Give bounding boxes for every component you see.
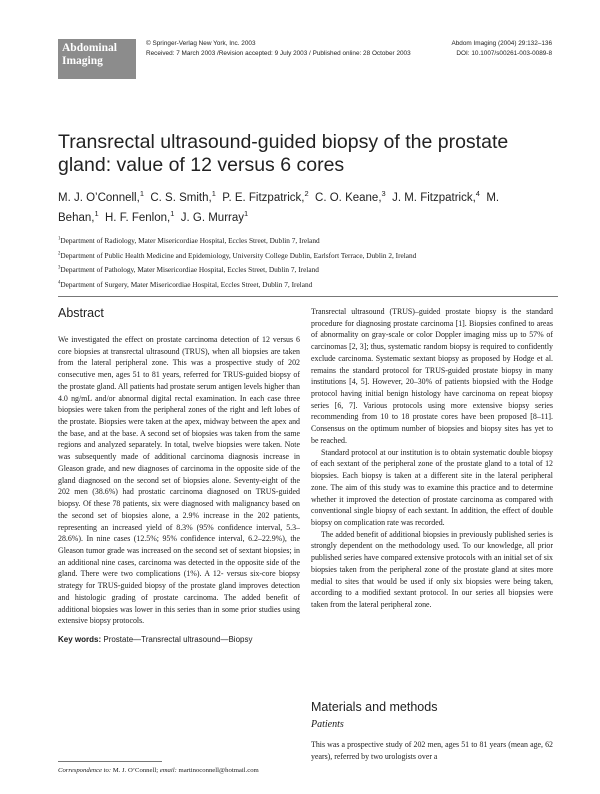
- author-name-text: H. F. Fenlon,: [105, 212, 171, 224]
- affiliation-number: 2: [58, 251, 61, 257]
- author-affiliation-marker: 1: [211, 189, 216, 199]
- author-name-text: J. G. Murray: [180, 212, 245, 224]
- author-name: [58, 189, 144, 204]
- abstract-text: We investigated the effect on prostate carcinoma detection of 12 versus 6 core biopsies at transrectal ultrasound (TRUS), when all biopsies are taken from the lateral peripheral zone. This was a prospective study of 202 consecutive men, ages 51 to 81 years, referred for TRUS-guided biopsy of the prostate gland. All patients had prostate serum antigen levels higher than 4.0 ng/mL and/or abnormal digital rectal examination. In each case three biopsies were taken from the peripheral zones of the right and left lobes of the prostate. Biopsies were taken at the apex, midway between the apex and the base, and at the base. A second set of biopsies was taken from the same regions and analyzed separately. In total, twelve biopsies were taken. Note was subsequently made of additional carcinoma diagnosis increase in Gleason grade, and new diagnoses of carcinoma in the opposite side of the gland diagnosed on the second set of biopsies alone. Seventy-eight of the 202 men (38.6%) had prostatic carcinoma diagnosed on TRUS-guided biopsy. Of these 78 patients, six were diagnosed with malignancy based on the second set of biopsies alone, a 2.9% increase in the 202 patients, representing an increased yield of 8.3% (95% confidence interval, 5.3–28.6%). In nine cases (12.5%; 95% confidence interval, 6.2–22.9%), the Gleason tumor grade was increased on the second set of sextant biopsies; in an additional nine cases, carcinoma was detected in the opposite side of the gland. There were two complications (1%). A 12- versus six-core biopsy strategy for TRUS-guided biopsy of the prostate gland improves detection and histologic grading of prostate carcinoma. The added benefit of additional biopsies was lower in this series than in some prior studies using extensive biopsy protocols.: [58, 335, 300, 626]
- affiliation-text: Department of Surgery, Mater Misericordiae Hospital, Eccles Street, Dublin 7, Ireland: [60, 279, 313, 289]
- correspondence-name: M. J. O’Connell;: [112, 767, 159, 774]
- affiliation: [58, 249, 558, 264]
- author-affiliation-marker: 2: [304, 189, 309, 199]
- author-name: [105, 209, 175, 224]
- author-affiliation-marker: 4: [475, 189, 480, 199]
- affiliation: [58, 263, 558, 278]
- intro-paragraph: Transrectal ultrasound (TRUS)–guided prostate biopsy is the standard procedure for diagnosing prostate carcinoma [1]. Biopsies confined to areas of abnormality on gray-scale or color Doppler imaging miss up to 57% of carcinomas [2, 3]; thus, systematic random biopsy is required to confidently exclude carcinoma. Systematic sextant biopsy as proposed by Hodge et al. remains the standard protocol for TRUS-guided prostate biopsy in many institutions [4, 5]. However, 20–30% of patients biopsied with the Hodge protocol having initial benign histology have carcinoma on repeat biopsy series [6, 7]. Various protocols using more extensive biopsy series recommending from 10 to 18 prostate cores have been proposed [8–11]. Consensus on the optimum number of biopsies and biopsy sites has yet to be reached.: [311, 307, 553, 445]
- email-label: email:: [159, 767, 177, 774]
- author-name-text: C. O. Keane,: [315, 192, 382, 204]
- author-list: [58, 188, 558, 228]
- affiliation-text: Department of Pathology, Mater Misericordiae Hospital, Eccles Street, Dublin 7, Ireland: [60, 265, 319, 274]
- keywords: [58, 635, 300, 644]
- affiliation: [58, 234, 558, 249]
- author-name: [150, 189, 216, 204]
- keywords-text: Prostate—Transrectal ultrasound—Biopsy: [103, 635, 253, 644]
- abstract-body: [58, 334, 300, 627]
- journal-citation: Abdom Imaging (2004) 29:132–136: [451, 40, 552, 47]
- correspondence-note: [58, 767, 300, 774]
- affiliation-list: [58, 234, 558, 292]
- abstract-heading: Abstract: [58, 306, 104, 320]
- journal-logo: [58, 39, 136, 79]
- affiliation-number: 1: [58, 236, 61, 242]
- methods-heading: Materials and methods: [311, 700, 438, 714]
- author-name-text: J. M. Fitzpatrick,: [392, 192, 476, 204]
- dates-line: Received: 7 March 2003 /Revision accepted: 9 July 2003 / Published online: 28 October 2003: [146, 49, 411, 57]
- section-divider: [58, 296, 558, 297]
- affiliation: [58, 278, 558, 293]
- affiliation-text: Department of Public Health Medicine and Epidemiology, University College Dublin, Earlsfort Terrace, Dublin 2, Ireland: [60, 250, 417, 260]
- author-name: [392, 189, 480, 204]
- journal-logo-line1: Abdominal: [62, 42, 117, 54]
- doi: DOI: 10.1007/s00261-003-0089-8: [456, 49, 552, 57]
- journal-logo-line2: Imaging: [62, 55, 103, 67]
- author-name-text: M. Behan,: [58, 192, 500, 224]
- affiliation-number: 4: [58, 280, 61, 286]
- author-affiliation-marker: 1: [94, 209, 99, 219]
- author-name: [222, 189, 309, 204]
- author-affiliation-marker: 1: [170, 209, 175, 219]
- correspondence-label: Correspondence to:: [58, 767, 112, 774]
- methods-text: This was a prospective study of 202 men, ages 51 to 81 years (mean age, 62 years), referred by two urologists over a: [311, 740, 553, 761]
- keywords-label: Key words:: [58, 635, 102, 644]
- correspondence-email[interactable]: martinoconnell@hotmail.com: [178, 767, 259, 774]
- patients-subheading: Patients: [311, 719, 344, 730]
- author-name-text: P. E. Fitzpatrick,: [222, 192, 305, 204]
- affiliation-text: Department of Radiology, Mater Misericordiae Hospital, Eccles Street, Dublin 7, Ireland: [60, 236, 320, 245]
- author-name-text: M. J. O’Connell,: [58, 192, 140, 204]
- introduction-body: [311, 306, 553, 611]
- article-title: Transrectal ultrasound-guided biopsy of the prostate gland: value of 12 versus 6 cores: [58, 131, 509, 176]
- affiliation-number: 3: [58, 265, 61, 271]
- copyright-line: © Springer-Verlag New York, Inc. 2003: [146, 40, 256, 47]
- intro-paragraph: The added benefit of additional biopsies in previously published series is strongly dependent on the methodology used. To our knowledge, all prior published series have compared extensive protocols with an initial set of six biopsies taken from the peripheral zone of the prostate gland at sites more medial to sites that would be used if only six biopsies were being taken, according to a modified sextant protocol. In our series all biopsies were taken from the lateral peripheral zone.: [311, 529, 553, 609]
- methods-body: [311, 739, 553, 762]
- author-name-text: C. S. Smith,: [150, 192, 212, 204]
- author-affiliation-marker: 1: [244, 209, 249, 219]
- author-name: [315, 189, 386, 204]
- intro-paragraph: Standard protocol at our institution is to obtain systematic double biopsy of each sextant of the peripheral zone of the prostate gland to a total of 12 biopsies. Each biopsy is taken at a different site in the lateral peripheral zone. The aim of this study was to examine this practice and to determine whether it improved the detection of prostate carcinoma as compared with conventional single biopsy of each sextant. In addition, the effect of double biopsy on complication rate was recorded.: [311, 447, 553, 527]
- author-affiliation-marker: 1: [139, 189, 144, 199]
- footnote-rule: [58, 761, 162, 762]
- author-affiliation-marker: 3: [381, 189, 386, 199]
- author-name: [180, 209, 249, 224]
